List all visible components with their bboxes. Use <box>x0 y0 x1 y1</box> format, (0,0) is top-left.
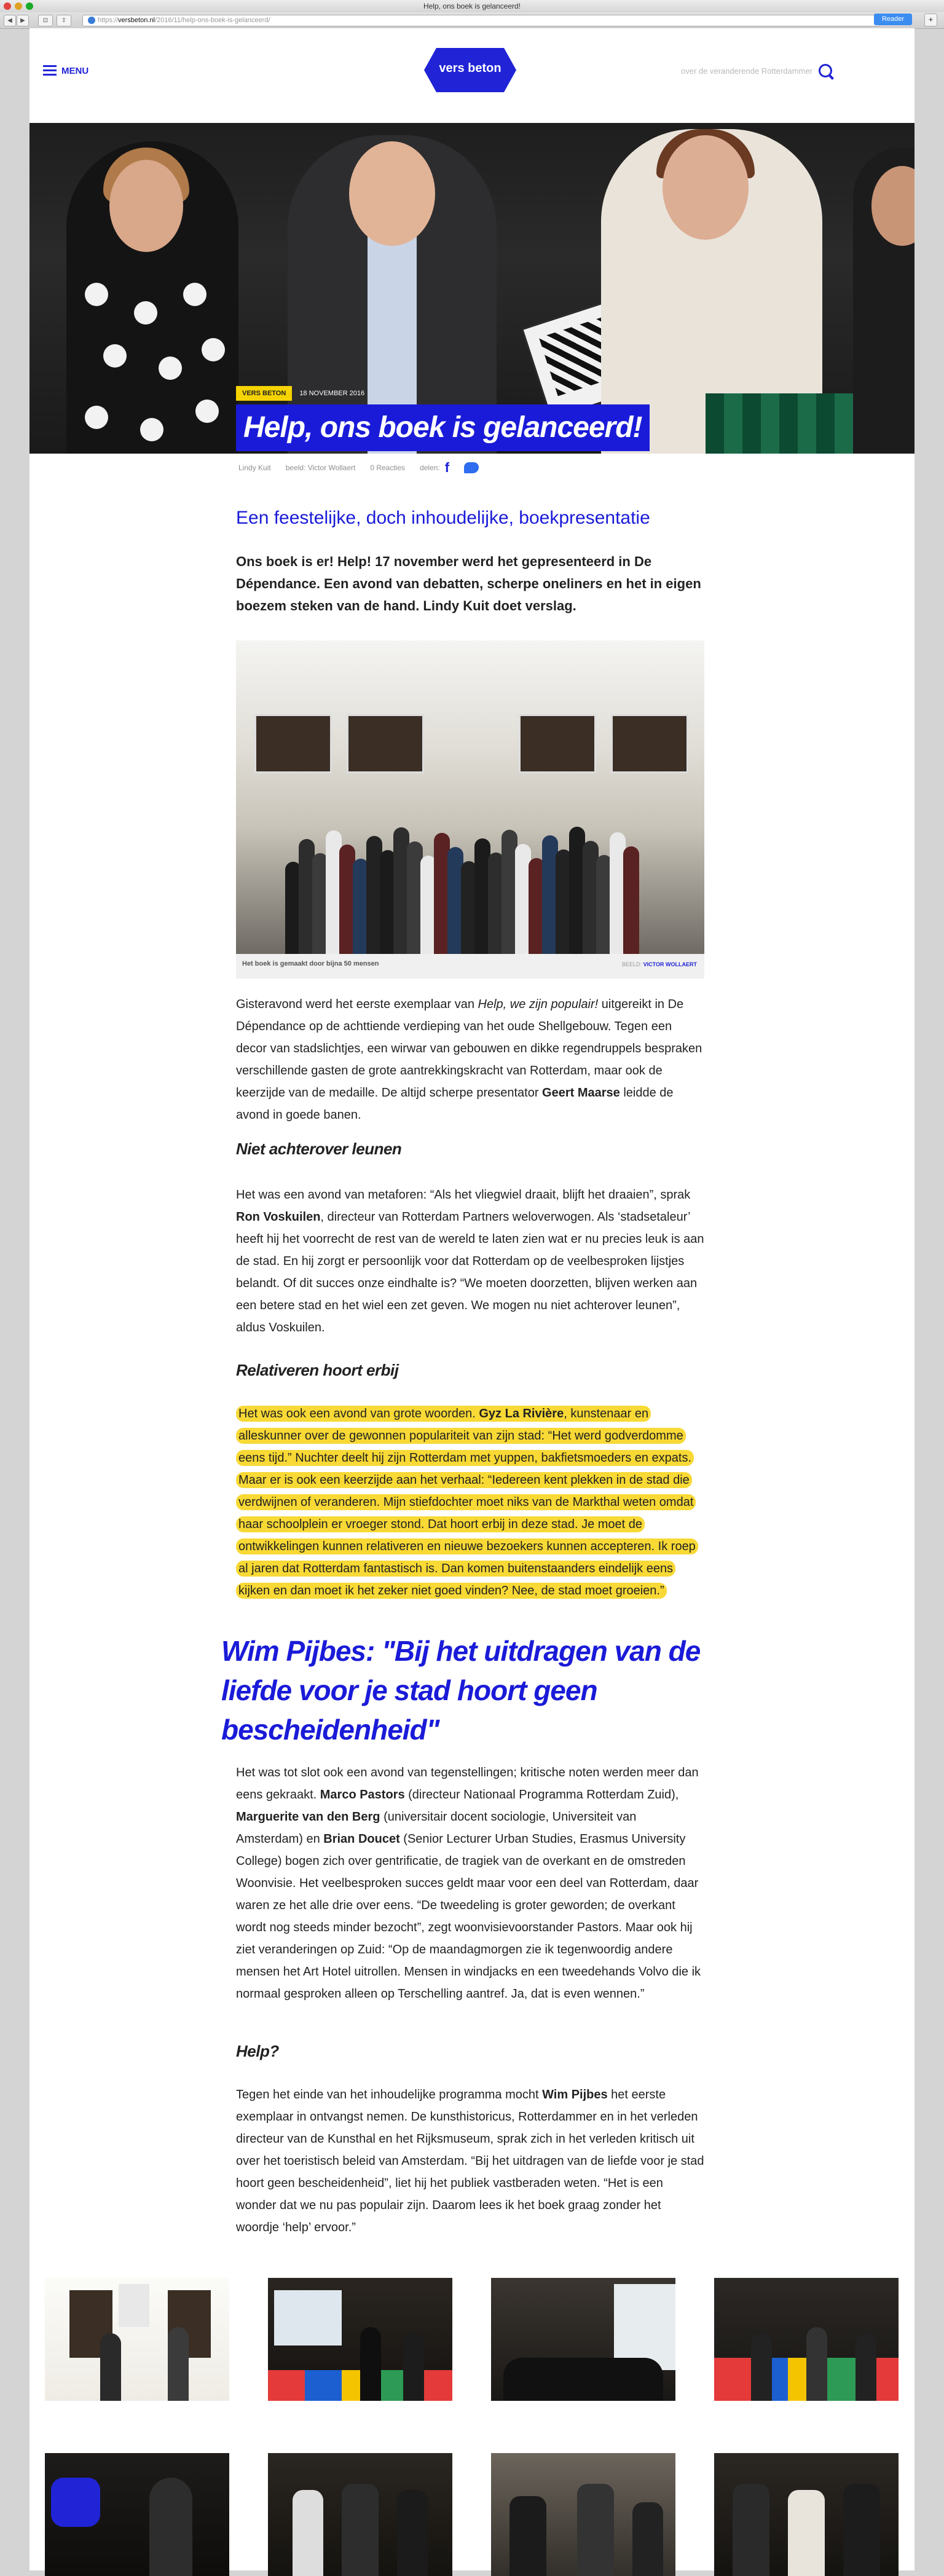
address-bar[interactable] <box>82 15 880 26</box>
gallery-thumb-2[interactable] <box>268 2278 452 2401</box>
comments-link[interactable]: 0 Reacties <box>370 463 406 472</box>
pull-quote: Wim Pijbes: "Bij het uitdragen van de liefde voor je stad hoort geen bescheidenheid" <box>221 1635 701 1746</box>
heading-help: Help? <box>236 2042 279 2060</box>
hero-person-left <box>66 141 238 454</box>
post-date: 18 NOVEMBER 2016 <box>299 390 365 397</box>
author-link[interactable]: Lindy Kuit <box>238 463 271 472</box>
group-photo-image[interactable] <box>236 640 704 954</box>
gallery-thumb-7[interactable] <box>491 2453 675 2576</box>
page <box>30 28 914 2570</box>
gallery-thumb-4[interactable] <box>714 2278 899 2401</box>
new-tab-button[interactable]: + <box>924 14 937 26</box>
gallery-thumb-8[interactable] <box>714 2453 899 2576</box>
article-subtitle: Een feestelijke, doch inhoudelijke, boekpresentatie <box>236 508 650 528</box>
page-title: Help, ons boek is gelanceerd! <box>236 404 650 451</box>
lock-icon <box>88 17 95 24</box>
facebook-icon[interactable]: f <box>444 460 450 475</box>
share-label: delen: <box>420 463 440 472</box>
paragraph-5: Tegen het einde van het inhoudelijke programma mocht Wim Pijbes het eerste exemplaar in ontvangst nemen. De kunsthistoricus, Rotterdammer en in het verleden directeur van de Kunsthal en het Rijksmuseum, sprak zich in het verleden kritisch uit over het toeristisch beleid van Amsterdam. “Bij het uitdragen van de liefde voor je stad hoort geen bescheidenheid”, liet hij het publiek vastberaden weten. “Het is een wonder dat we nu pas populair zijn. Daarom lees ik het boek graag zonder het woordje ‘help’ ervoor.” <box>236 2088 704 2234</box>
paragraph-1: Gisteravond werd het eerste exemplaar van Help, we zijn populair! uitgereikt in De Dépendance op de achttiende verdieping van het oude Shellgebouw. Tegen een decor van stadslichtjes, een wirwar van gebouwen en dikke regendruppels bespraken verschillende gasten de grote aantrekkingskracht van Rotterdam, maar ook de keerzijde van de medaille. De altijd scherpe presentator Geert Maarse leidde de avond in goede banen. <box>236 998 702 1122</box>
hero-person-edge <box>853 148 914 454</box>
back-button[interactable]: ◀ <box>4 15 16 26</box>
browser-toolbar <box>0 12 944 29</box>
search-bar[interactable] <box>681 64 832 77</box>
heading-relativeren: Relativeren hoort erbij <box>236 1361 399 1379</box>
logo-text: vers beton <box>439 61 502 75</box>
gallery-thumb-1[interactable] <box>45 2278 229 2401</box>
url-scheme: https:// <box>98 17 119 24</box>
article-intro: Ons boek is er! Help! 17 november werd het gepresenteerd in De Dépendance. Een avond van debatten, scherpe oneliners en het in eigen boezem steken van de hand. Lindy Kuit doet verslag. <box>236 554 701 613</box>
crowd-person <box>623 846 639 954</box>
window-titlebar <box>0 0 944 13</box>
menu-label: MENU <box>61 65 89 76</box>
sidebar-button[interactable]: ⊡ <box>38 15 53 26</box>
group-photo <box>236 640 704 979</box>
photo-caption: Het boek is gemaakt door bijna 50 mensen <box>242 960 379 967</box>
menu-button[interactable] <box>43 65 88 76</box>
hero-meta <box>236 386 364 401</box>
window-title: Help, ons boek is gelanceerd! <box>423 2 521 10</box>
gallery-thumb-3[interactable] <box>491 2278 675 2401</box>
paragraph-4: Het was tot slot ook een avond van tegenstellingen; kritische noten werden meer dan eens gekraakt. Marco Pastors (directeur Nationaal Programma Rotterdam Zuid), Marguerite van den Berg (universitair docent sociologie, Universiteit van Amsterdam) en Brian Doucet (Senior Lecturer Urban Studies, Erasmus University College) bogen zich over gentrificatie, de tragiek van de overkant en de omstreden Woonvisie. Het veelbesproken succes geldt maar voor een deel van Rotterdam, daar waren ze het alle drie over eens. “De tweedeling is groter geworden; de overkant wordt nog steeds minder bezocht”, zegt woonvisievoorstander Pastors. Maar ook hij ziet veranderingen op Zuid: “Op de maandagmorgen zie ik tegenwoordig andere mensen het Art Hotel uitrollen. Mensen in windjacks en een tweedehands Volvo die ik normaal gesproken alleen op Terschelling aantref. Ja, dat is even wennen.” <box>236 1766 701 2001</box>
reader-button[interactable]: Reader <box>874 14 912 25</box>
highlighted-paragraph: Het was ook een avond van grote woorden. Gyz La Rivière, kunstenaar en alleskunner over de gewonnen populariteit van zijn stad: “Het werd godverdomme eens tijd.” Nuchter deelt hij zijn Rotterdam met yuppen, bakfietsmoeders en expats. Maar er is ook een keerzijde aan het verhaal: “Iedereen kent plekken in de stad die verdwijnen of veranderen. Mijn stiefdochter moet niks van de Markthal weten omdat haar schoolplein er vroeger stond. Dat hoort erbij in deze stad. Je moet de ontwikkelingen kunnen relativeren en nieuwe bezoekers kunnen accepteren. Ik roep al jaren dat Rotterdam fantastisch is. Dan komen buitenstaanders eindelijk eens kijken en dan moet ik het zeker niet goed vinden? Nee, de stad moet groeien.” <box>236 1403 704 1602</box>
hamburger-icon <box>43 65 57 76</box>
gallery-thumb-5[interactable] <box>45 2453 229 2576</box>
search-icon[interactable] <box>819 64 832 77</box>
forward-button[interactable]: ▶ <box>17 15 29 26</box>
url-host: versbeton.nl <box>118 17 155 24</box>
share-button[interactable]: ⇪ <box>57 15 71 26</box>
paragraph-2: Het was een avond van metaforen: “Als het vliegwiel draait, blijft het draaien”, sprak Ron Voskuilen, directeur van Rotterdam Partners weloverwogen. Als ‘stadsetaleur’ heeft hij het voorrecht de rest van de wereld te laten zien wat er nu precies leuk is aan de stad. En hij zorgt er persoonlijk voor dat Rotterdam op de veelbesproken lijstjes belandt. Of dit succes onze eindhalte is? “We moeten doorzetten, blijven werken aan een betere stad en het wiel een zet geven. We mogen nu niet achterover leunen”, aldus Voskuilen. <box>236 1188 704 1334</box>
article-meta <box>238 460 494 476</box>
gallery-thumb-6[interactable] <box>268 2453 452 2576</box>
hero-image <box>30 123 914 454</box>
search-input[interactable]: over de veranderende Rotterdammer <box>681 66 812 76</box>
photo-credit: BEELD: VICTOR WOLLAERT <box>622 961 697 967</box>
heading-niet-achterover-leunen: Niet achterover leunen <box>236 1140 402 1158</box>
image-credit: beeld: Victor Wollaert <box>285 463 356 472</box>
site-logo[interactable] <box>424 48 516 92</box>
category-tag[interactable]: VERS BETON <box>236 386 292 401</box>
url-path: /2016/11/help-ons-boek-is-gelanceerd/ <box>154 17 270 24</box>
twitter-icon[interactable] <box>464 462 479 473</box>
